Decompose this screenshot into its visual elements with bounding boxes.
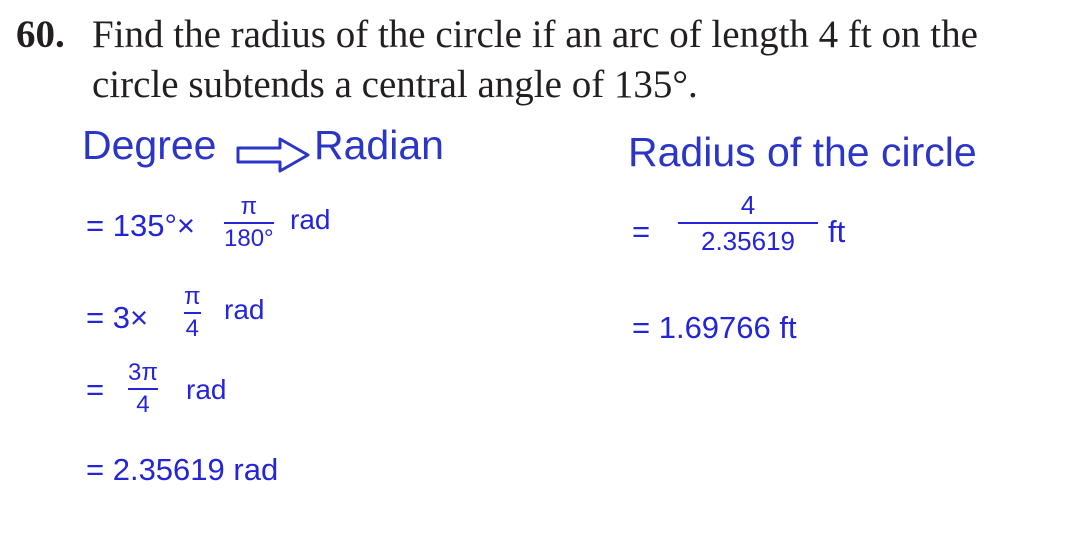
left-step-3-unit: rad: [186, 374, 227, 405]
left-step-1-fraction: [224, 194, 274, 252]
right-step-1-numerator: 4: [740, 190, 756, 220]
left-step-1-numerator: π: [240, 193, 258, 220]
left-step-1-eq: = 135°×: [86, 208, 195, 243]
fraction-bar: [184, 312, 201, 314]
radian-heading: [314, 122, 444, 169]
radian-label: Radian: [314, 122, 444, 168]
left-step-3-eq: =: [86, 372, 105, 407]
left-step-4: = 2.35619 rad: [86, 452, 279, 487]
fraction-bar: [128, 388, 158, 390]
left-step-2-fraction: [184, 284, 201, 342]
degree-to-radian-heading: [82, 122, 216, 169]
left-step-3-numerator: 3π: [128, 359, 158, 386]
left-step-2-numerator: π: [184, 283, 201, 310]
left-step-1-denominator: 180°: [224, 225, 274, 252]
right-arrow-icon: [236, 136, 312, 174]
radius-heading: Radius of the circle: [628, 129, 977, 175]
left-step-2-denominator: 4: [185, 315, 199, 342]
right-step-1-eq: =: [632, 214, 651, 249]
left-step-3-fraction: [128, 360, 158, 418]
right-step-1-denominator: 2.35619: [701, 226, 795, 256]
fraction-bar: [678, 222, 818, 224]
right-step-1-fraction: [678, 190, 818, 256]
problem-text-line-1: Find the radius of the circle if an arc of length 4 ft on the: [92, 13, 978, 56]
degree-label: Degree: [82, 122, 217, 168]
left-step-2-unit: rad: [224, 294, 265, 325]
right-step-2: = 1.69766 ft: [632, 310, 797, 345]
problem-number: 60.: [16, 13, 65, 56]
problem-statement: [16, 10, 1078, 110]
left-step-3-denominator: 4: [136, 391, 150, 418]
right-step-1-unit: ft: [828, 214, 846, 249]
problem-text-line-2: circle subtends a central angle of 135°.: [92, 63, 698, 106]
problem-line-1: [16, 10, 1078, 60]
left-step-2-eq: = 3×: [86, 300, 149, 335]
fraction-bar: [224, 222, 274, 224]
left-step-1-unit: rad: [290, 204, 331, 235]
